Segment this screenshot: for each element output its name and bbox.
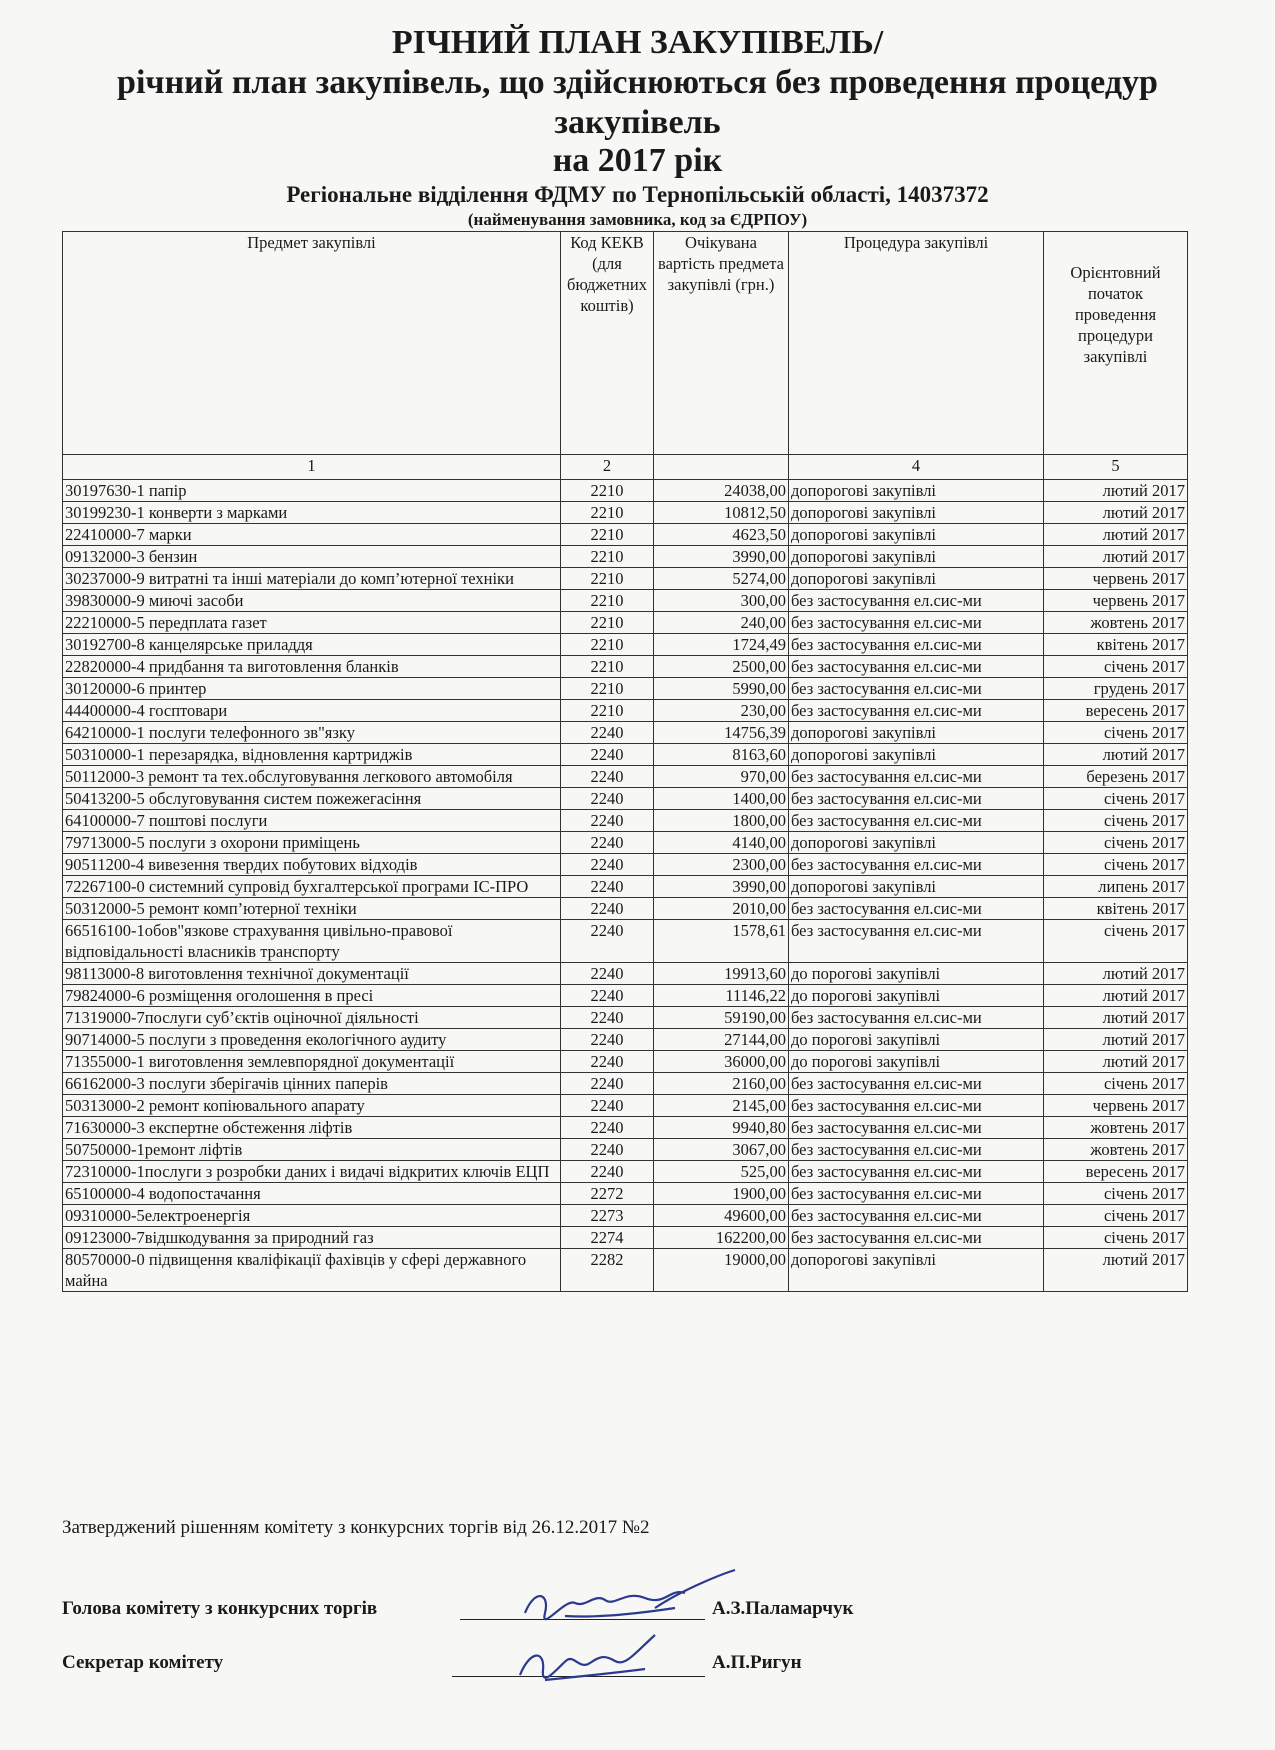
table-row: [63, 546, 1188, 568]
customer-caption: (найменування замовника, код за ЄДРПОУ): [467, 210, 808, 229]
row-cost: 4623,50: [654, 524, 789, 546]
column-number: [654, 455, 789, 480]
approval-note: Затверджений рішенням комітету з конкурсних торгів від 26.12.2017 №2: [62, 1517, 650, 1538]
table-row: [63, 1051, 1188, 1073]
table-row: [63, 502, 1188, 524]
row-cost: 1400,00: [654, 788, 789, 810]
row-start: січень 2017: [1044, 920, 1188, 963]
column-number: 1: [63, 455, 561, 480]
row-procedure: до порогові закупівлі: [789, 985, 1044, 1007]
row-subject: 30199230-1 конверти з марками: [63, 502, 561, 524]
table-row: [63, 876, 1188, 898]
row-cost: 19913,60: [654, 963, 789, 985]
row-code: 2210: [561, 568, 654, 590]
row-start: лютий 2017: [1044, 1051, 1188, 1073]
row-code: 2272: [561, 1183, 654, 1205]
row-procedure: без застосування ел.сис-ми: [789, 678, 1044, 700]
row-procedure: без застосування ел.сис-ми: [789, 854, 1044, 876]
row-cost: 240,00: [654, 612, 789, 634]
row-start: лютий 2017: [1044, 480, 1188, 502]
row-cost: 19000,00: [654, 1249, 789, 1292]
row-cost: 8163,60: [654, 744, 789, 766]
row-start: лютий 2017: [1044, 502, 1188, 524]
row-code: 2240: [561, 1007, 654, 1029]
row-cost: 2160,00: [654, 1073, 789, 1095]
row-start: січень 2017: [1044, 1227, 1188, 1249]
secretary-name: А.П.Ригун: [712, 1652, 802, 1673]
row-procedure: без застосування ел.сис-ми: [789, 700, 1044, 722]
row-procedure: без застосування ел.сис-ми: [789, 590, 1044, 612]
table-row: [63, 985, 1188, 1007]
table-row: [63, 678, 1188, 700]
table-row: [63, 1139, 1188, 1161]
row-code: 2240: [561, 1161, 654, 1183]
row-cost: 9940,80: [654, 1117, 789, 1139]
row-cost: 1724,49: [654, 634, 789, 656]
row-code: 2240: [561, 744, 654, 766]
row-cost: 2500,00: [654, 656, 789, 678]
row-procedure: без застосування ел.сис-ми: [789, 612, 1044, 634]
column-header-cost: Очікувана вартість предмета закупівлі (грн.): [654, 232, 789, 455]
row-procedure: допорогові закупівлі: [789, 568, 1044, 590]
row-subject: 09123000-7відшкодування за природний газ: [63, 1227, 561, 1249]
row-start: січень 2017: [1044, 1073, 1188, 1095]
secretary-signature: [505, 1625, 685, 1695]
row-cost: 10812,50: [654, 502, 789, 524]
row-start: жовтень 2017: [1044, 612, 1188, 634]
column-number: 5: [1044, 455, 1188, 480]
row-cost: 970,00: [654, 766, 789, 788]
table-row: [63, 788, 1188, 810]
row-cost: 230,00: [654, 700, 789, 722]
row-code: 2210: [561, 612, 654, 634]
row-subject: 09310000-5електроенергія: [63, 1205, 561, 1227]
table-row: [63, 1227, 1188, 1249]
row-procedure: без застосування ел.сис-ми: [789, 1227, 1044, 1249]
row-start: червень 2017: [1044, 568, 1188, 590]
row-cost: 1900,00: [654, 1183, 789, 1205]
row-procedure: без застосування ел.сис-ми: [789, 656, 1044, 678]
row-subject: 71630000-3 експертне обстеження ліфтів: [63, 1117, 561, 1139]
table-row: [63, 1117, 1188, 1139]
row-start: жовтень 2017: [1044, 1117, 1188, 1139]
row-cost: 27144,00: [654, 1029, 789, 1051]
row-code: 2240: [561, 1095, 654, 1117]
row-code: 2210: [561, 502, 654, 524]
row-code: 2274: [561, 1227, 654, 1249]
row-code: 2210: [561, 634, 654, 656]
row-code: 2240: [561, 1051, 654, 1073]
row-code: 2210: [561, 546, 654, 568]
row-cost: 300,00: [654, 590, 789, 612]
row-start: лютий 2017: [1044, 985, 1188, 1007]
row-cost: 5274,00: [654, 568, 789, 590]
row-start: квітень 2017: [1044, 898, 1188, 920]
table-row: [63, 568, 1188, 590]
row-procedure: допорогові закупівлі: [789, 502, 1044, 524]
document-subtitle-cont: закупівель: [554, 104, 721, 141]
column-number: 2: [561, 455, 654, 480]
row-subject: 44400000-4 госптовари: [63, 700, 561, 722]
row-subject: 22410000-7 марки: [63, 524, 561, 546]
column-header-start: Орієнтовний початок проведення процедури закупівлі: [1044, 232, 1188, 455]
row-start: січень 2017: [1044, 832, 1188, 854]
row-subject: 50310000-1 перезарядка, відновлення картриджів: [63, 744, 561, 766]
document-year: на 2017 рік: [552, 142, 723, 179]
table-row: [63, 766, 1188, 788]
table-row: [63, 612, 1188, 634]
row-code: 2240: [561, 1029, 654, 1051]
column-header-code: Код КЕКВ (для бюджетних коштів): [561, 232, 654, 455]
row-subject: 90714000-5 послуги з проведення екологічного аудиту: [63, 1029, 561, 1051]
row-procedure: допорогові закупівлі: [789, 1249, 1044, 1292]
table-row: [63, 656, 1188, 678]
row-start: червень 2017: [1044, 590, 1188, 612]
row-code: 2282: [561, 1249, 654, 1292]
row-code: 2210: [561, 480, 654, 502]
table-row: [63, 854, 1188, 876]
row-code: 2240: [561, 722, 654, 744]
row-procedure: без застосування ел.сис-ми: [789, 1007, 1044, 1029]
row-cost: 162200,00: [654, 1227, 789, 1249]
row-procedure: без застосування ел.сис-ми: [789, 1183, 1044, 1205]
row-subject: 22210000-5 передплата газет: [63, 612, 561, 634]
row-procedure: без застосування ел.сис-ми: [789, 1161, 1044, 1183]
table-row: [63, 1029, 1188, 1051]
row-start: липень 2017: [1044, 876, 1188, 898]
row-subject: 71319000-7послуги суб’єктів оціночної діяльності: [63, 1007, 561, 1029]
row-subject: 90511200-4 вивезення твердих побутових відходів: [63, 854, 561, 876]
row-cost: 49600,00: [654, 1205, 789, 1227]
table-row: [63, 722, 1188, 744]
table-row: [63, 634, 1188, 656]
row-procedure: без застосування ел.сис-ми: [789, 788, 1044, 810]
row-code: 2273: [561, 1205, 654, 1227]
row-subject: 72310000-1послуги з розробки даних і видачі відкритих ключів ЕЦП: [63, 1161, 561, 1183]
row-start: січень 2017: [1044, 656, 1188, 678]
row-code: 2210: [561, 656, 654, 678]
row-subject: 30237000-9 витратні та інші матеріали до комп’ютерної техніки: [63, 568, 561, 590]
row-subject: 30197630-1 папір: [63, 480, 561, 502]
table-row: [63, 744, 1188, 766]
row-subject: 66162000-3 послуги зберігачів цінних паперів: [63, 1073, 561, 1095]
row-procedure: допорогові закупівлі: [789, 546, 1044, 568]
row-subject: 66516100-1обов"язкове страхування цивільно-правової відповідальності власників транспорту: [63, 920, 561, 963]
row-cost: 1800,00: [654, 810, 789, 832]
row-start: березень 2017: [1044, 766, 1188, 788]
row-subject: 50313000-2 ремонт копіювального апарату: [63, 1095, 561, 1117]
row-start: грудень 2017: [1044, 678, 1188, 700]
table-row: [63, 700, 1188, 722]
row-procedure: без застосування ел.сис-ми: [789, 1139, 1044, 1161]
table-row: [63, 1205, 1188, 1227]
table-row: [63, 480, 1188, 502]
row-subject: 50312000-5 ремонт комп’ютерної техніки: [63, 898, 561, 920]
row-code: 2240: [561, 963, 654, 985]
row-subject: 79713000-5 послуги з охорони приміщень: [63, 832, 561, 854]
head-label: Голова комітету з конкурсних торгів: [62, 1598, 378, 1619]
table-row: [63, 1073, 1188, 1095]
column-number: 4: [789, 455, 1044, 480]
table-row: [63, 898, 1188, 920]
table-row: [63, 524, 1188, 546]
row-procedure: без застосування ел.сис-ми: [789, 810, 1044, 832]
row-code: 2240: [561, 810, 654, 832]
row-code: 2210: [561, 678, 654, 700]
row-code: 2240: [561, 832, 654, 854]
row-procedure: без застосування ел.сис-ми: [789, 898, 1044, 920]
row-subject: 50750000-1ремонт ліфтів: [63, 1139, 561, 1161]
customer-name: Регіональне відділення ФДМУ по Тернопільській області, 14037372: [286, 182, 989, 207]
table-row: [63, 1183, 1188, 1205]
row-code: 2210: [561, 590, 654, 612]
row-start: квітень 2017: [1044, 634, 1188, 656]
row-subject: 98113000-8 виготовлення технічної документації: [63, 963, 561, 985]
row-subject: 50112000-3 ремонт та тех.обслуговування легкового автомобіля: [63, 766, 561, 788]
row-cost: 5990,00: [654, 678, 789, 700]
row-cost: 2010,00: [654, 898, 789, 920]
procurement-table: [62, 231, 1188, 1292]
row-subject: 22820000-4 придбання та виготовлення бланків: [63, 656, 561, 678]
row-cost: 3990,00: [654, 876, 789, 898]
row-procedure: до порогові закупівлі: [789, 963, 1044, 985]
row-start: вересень 2017: [1044, 1161, 1188, 1183]
row-start: лютий 2017: [1044, 546, 1188, 568]
row-start: лютий 2017: [1044, 744, 1188, 766]
row-start: вересень 2017: [1044, 700, 1188, 722]
row-start: січень 2017: [1044, 810, 1188, 832]
row-code: 2240: [561, 920, 654, 963]
row-procedure: без застосування ел.сис-ми: [789, 920, 1044, 963]
table-row: [63, 963, 1188, 985]
row-procedure: допорогові закупівлі: [789, 480, 1044, 502]
table-body: [63, 480, 1188, 1292]
row-start: січень 2017: [1044, 854, 1188, 876]
row-procedure: без застосування ел.сис-ми: [789, 766, 1044, 788]
table-row: [63, 920, 1188, 963]
row-code: 2210: [561, 700, 654, 722]
row-subject: 80570000-0 підвищення кваліфікації фахівців у сфері державного майна: [63, 1249, 561, 1292]
row-procedure: допорогові закупівлі: [789, 744, 1044, 766]
row-start: лютий 2017: [1044, 524, 1188, 546]
table-row: [63, 810, 1188, 832]
row-procedure: до порогові закупівлі: [789, 1051, 1044, 1073]
row-subject: 30120000-6 принтер: [63, 678, 561, 700]
row-start: січень 2017: [1044, 788, 1188, 810]
row-code: 2240: [561, 1139, 654, 1161]
table-row: [63, 590, 1188, 612]
table-row: [63, 1161, 1188, 1183]
row-subject: 64100000-7 поштові послуги: [63, 810, 561, 832]
row-procedure: без застосування ел.сис-ми: [789, 1095, 1044, 1117]
row-procedure: до порогові закупівлі: [789, 1029, 1044, 1051]
row-start: лютий 2017: [1044, 1249, 1188, 1292]
row-start: січень 2017: [1044, 1205, 1188, 1227]
row-cost: 14756,39: [654, 722, 789, 744]
row-procedure: допорогові закупівлі: [789, 876, 1044, 898]
column-header-procedure: Процедура закупівлі: [789, 232, 1044, 455]
row-cost: 525,00: [654, 1161, 789, 1183]
row-cost: 2145,00: [654, 1095, 789, 1117]
row-procedure: без застосування ел.сис-ми: [789, 1117, 1044, 1139]
row-cost: 2300,00: [654, 854, 789, 876]
row-subject: 50413200-5 обслуговування систем пожежегасіння: [63, 788, 561, 810]
row-code: 2240: [561, 788, 654, 810]
row-subject: 09132000-3 бензин: [63, 546, 561, 568]
row-procedure: допорогові закупівлі: [789, 524, 1044, 546]
row-subject: 65100000-4 водопостачання: [63, 1183, 561, 1205]
row-code: 2240: [561, 854, 654, 876]
table-row: [63, 1007, 1188, 1029]
row-code: 2240: [561, 1117, 654, 1139]
row-subject: 64210000-1 послуги телефонного зв"язку: [63, 722, 561, 744]
row-start: лютий 2017: [1044, 963, 1188, 985]
column-header-subject: Предмет закупівлі: [63, 232, 561, 455]
document-subtitle: річний план закупівель, що здійснюються без проведення процедур: [117, 64, 1158, 101]
row-start: жовтень 2017: [1044, 1139, 1188, 1161]
row-start: червень 2017: [1044, 1095, 1188, 1117]
row-code: 2210: [561, 524, 654, 546]
row-cost: 59190,00: [654, 1007, 789, 1029]
row-code: 2240: [561, 985, 654, 1007]
row-code: 2240: [561, 1073, 654, 1095]
row-cost: 4140,00: [654, 832, 789, 854]
row-start: січень 2017: [1044, 722, 1188, 744]
row-subject: 79824000-6 розміщення оголошення в пресі: [63, 985, 561, 1007]
row-code: 2240: [561, 766, 654, 788]
table-row: [63, 1249, 1188, 1292]
row-procedure: без застосування ел.сис-ми: [789, 1073, 1044, 1095]
row-start: січень 2017: [1044, 1183, 1188, 1205]
document-title: РІЧНИЙ ПЛАН ЗАКУПІВЕЛЬ/: [391, 24, 884, 61]
row-procedure: без застосування ел.сис-ми: [789, 1205, 1044, 1227]
row-subject: 30192700-8 канцелярське приладдя: [63, 634, 561, 656]
row-cost: 3067,00: [654, 1139, 789, 1161]
row-start: лютий 2017: [1044, 1007, 1188, 1029]
row-subject: 71355000-1 виготовлення землевпорядної документації: [63, 1051, 561, 1073]
row-procedure: без застосування ел.сис-ми: [789, 634, 1044, 656]
row-subject: 39830000-9 миючі засоби: [63, 590, 561, 612]
secretary-label: Секретар комітету: [62, 1652, 224, 1673]
row-procedure: допорогові закупівлі: [789, 832, 1044, 854]
row-subject: 72267100-0 системний супровід бухгалтерської програми ІС-ПРО: [63, 876, 561, 898]
row-cost: 11146,22: [654, 985, 789, 1007]
row-cost: 36000,00: [654, 1051, 789, 1073]
row-cost: 3990,00: [654, 546, 789, 568]
row-procedure: допорогові закупівлі: [789, 722, 1044, 744]
row-cost: 24038,00: [654, 480, 789, 502]
head-name: А.З.Паламарчук: [712, 1598, 854, 1619]
row-start: лютий 2017: [1044, 1029, 1188, 1051]
table-row: [63, 832, 1188, 854]
row-code: 2240: [561, 898, 654, 920]
row-code: 2240: [561, 876, 654, 898]
row-cost: 1578,61: [654, 920, 789, 963]
table-row: [63, 1095, 1188, 1117]
